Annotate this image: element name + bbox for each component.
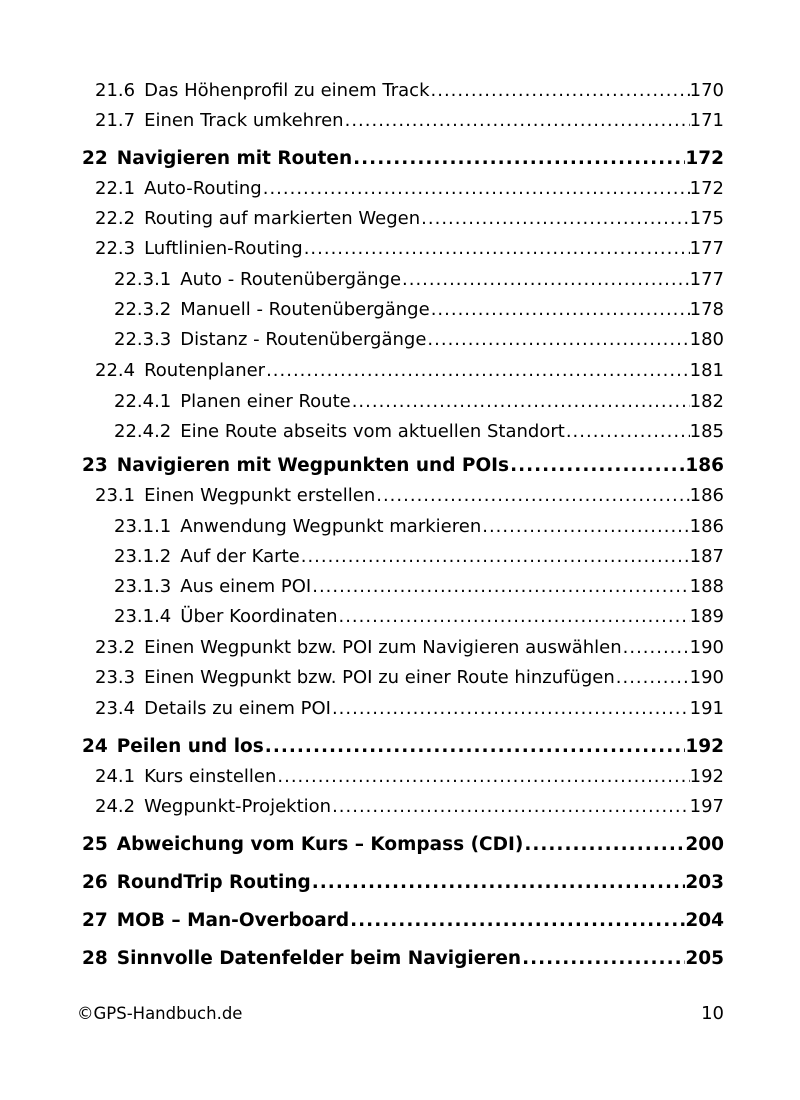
toc-title: Manuell - Routenübergänge [180, 299, 430, 320]
toc-title: Distanz - Routenübergänge [180, 329, 427, 350]
dot-leader [331, 795, 690, 819]
toc-entry[interactable] [114, 328, 724, 352]
toc-number: 23.1.1 [114, 516, 172, 537]
toc-title: Aus einem POI [180, 576, 312, 597]
toc-entry[interactable] [114, 420, 724, 444]
toc-number: 22 [82, 148, 108, 169]
toc-entry[interactable] [95, 636, 724, 660]
toc-number: 23 [82, 455, 108, 476]
toc-number: 22.4.1 [114, 391, 172, 412]
toc-number: 27 [82, 910, 108, 931]
toc-entry[interactable] [95, 207, 724, 231]
toc-title: Kurs einstellen [144, 766, 277, 787]
toc-page-number: 175 [689, 208, 724, 229]
toc-page-number: 190 [689, 637, 724, 658]
dot-leader [565, 420, 690, 444]
dot-leader [420, 207, 689, 231]
toc-entry[interactable] [95, 359, 724, 383]
footer-copyright: ©GPS-Handbuch.de [77, 1004, 243, 1023]
toc-title: Auto - Routenübergänge [180, 269, 402, 290]
toc-page-number: 186 [685, 455, 724, 476]
toc-number: 23.2 [95, 637, 136, 658]
toc-title: RoundTrip Routing [116, 872, 311, 893]
toc-number: 22.2 [95, 208, 136, 229]
toc-title: Navigieren mit Wegpunkten und POIs [116, 455, 510, 476]
toc-entry[interactable] [114, 545, 724, 569]
dot-leader [300, 545, 690, 569]
dot-leader [311, 871, 686, 895]
toc-number: 26 [82, 872, 108, 893]
toc-number: 23.1.3 [114, 576, 172, 597]
dot-leader [426, 328, 689, 352]
dot-leader [349, 909, 685, 933]
toc-number: 24 [82, 736, 108, 757]
toc-number: 21.6 [95, 80, 136, 101]
dot-leader [481, 515, 689, 539]
toc-entry[interactable] [114, 515, 724, 539]
toc-title: Planen einer Route [180, 391, 351, 412]
toc-number: 22.4.2 [114, 421, 172, 442]
toc-entry[interactable] [95, 79, 724, 103]
toc-title: Einen Track umkehren [144, 110, 344, 131]
toc-page-number: 205 [685, 948, 724, 969]
dot-leader [276, 765, 689, 789]
dot-leader [265, 359, 690, 383]
toc-page-number: 200 [685, 834, 724, 855]
toc-page-number: 181 [689, 360, 724, 381]
toc-page-number: 171 [689, 110, 724, 131]
toc-title: Routenplaner [144, 360, 266, 381]
toc-entry[interactable] [95, 237, 724, 261]
toc-page-number: 203 [685, 872, 724, 893]
dot-leader [622, 636, 690, 660]
dot-leader [311, 575, 689, 599]
dot-leader [344, 109, 690, 133]
toc-title: Eine Route abseits vom aktuellen Standort [180, 421, 565, 442]
toc-title: Sinnvolle Datenfelder beim Navigieren [116, 948, 522, 969]
toc-page-number: 170 [689, 80, 724, 101]
toc-page-number: 187 [689, 546, 724, 567]
toc-chapter[interactable] [82, 735, 724, 759]
toc-page-number: 197 [689, 796, 724, 817]
toc-entry[interactable] [114, 605, 724, 629]
toc-title: Einen Wegpunkt bzw. POI zu einer Route hinzufügen [144, 667, 615, 688]
dot-leader [523, 833, 685, 857]
toc-chapter[interactable] [82, 871, 724, 895]
toc-number: 24.2 [95, 796, 136, 817]
dot-leader [430, 298, 690, 322]
toc-chapter[interactable] [82, 833, 724, 857]
toc-entry[interactable] [114, 575, 724, 599]
toc-page-number: 172 [689, 178, 724, 199]
dot-leader [351, 390, 690, 414]
dot-leader [430, 79, 690, 103]
toc-chapter[interactable] [82, 147, 724, 171]
toc-entry[interactable] [114, 268, 724, 292]
toc-entry[interactable] [95, 697, 724, 721]
toc-chapter[interactable] [82, 909, 724, 933]
dot-leader [331, 697, 690, 721]
toc-page-number: 204 [685, 910, 724, 931]
page-number: 10 [701, 1003, 724, 1024]
toc-title: Das Höhenprofil zu einem Track [144, 80, 430, 101]
toc-entry[interactable] [95, 177, 724, 201]
toc-number: 23.4 [95, 698, 136, 719]
dot-leader [615, 666, 690, 690]
dot-leader [509, 454, 685, 478]
toc-entry[interactable] [95, 484, 724, 508]
toc-title: Auto-Routing [144, 178, 262, 199]
toc-number: 25 [82, 834, 108, 855]
toc-page-number: 186 [689, 485, 724, 506]
toc-title: Auf der Karte [180, 546, 300, 567]
dot-leader [375, 484, 689, 508]
toc-number: 24.1 [95, 766, 136, 787]
toc-number: 22.3.3 [114, 329, 172, 350]
toc-number: 23.1 [95, 485, 136, 506]
dot-leader [337, 605, 689, 629]
toc-chapter[interactable] [82, 454, 724, 478]
toc-page-number: 172 [685, 148, 724, 169]
dot-leader [264, 735, 686, 759]
toc-page-number: 186 [689, 516, 724, 537]
toc-number: 23.1.4 [114, 606, 172, 627]
toc-page-number: 180 [689, 329, 724, 350]
toc-page-number: 190 [689, 667, 724, 688]
toc-number: 23.1.2 [114, 546, 172, 567]
toc-entry[interactable] [114, 390, 724, 414]
toc-number: 21.7 [95, 110, 136, 131]
toc-title: Routing auf markierten Wegen [144, 208, 421, 229]
toc-title: Anwendung Wegpunkt markieren [180, 516, 482, 537]
toc-title: Details zu einem POI [144, 698, 331, 719]
toc-title: Navigieren mit Routen [116, 148, 353, 169]
toc-page-number: 177 [689, 238, 724, 259]
toc-entry[interactable] [114, 298, 724, 322]
toc-entry[interactable] [95, 109, 724, 133]
toc-number: 22.3 [95, 238, 136, 259]
dot-leader [401, 268, 690, 292]
dot-leader [303, 237, 690, 261]
toc-entry[interactable] [95, 795, 724, 819]
toc-title: Luftlinien-Routing [144, 238, 303, 259]
toc-title: Wegpunkt-Projektion [144, 796, 332, 817]
toc-page-number: 178 [689, 299, 724, 320]
toc-number: 23.3 [95, 667, 136, 688]
toc-entry[interactable] [95, 765, 724, 789]
dot-leader [352, 147, 685, 171]
toc-title: Über Koordinaten [180, 606, 338, 627]
toc-page-number: 182 [689, 391, 724, 412]
toc-page-number: 185 [689, 421, 724, 442]
toc-page-number: 189 [689, 606, 724, 627]
toc-page-number: 192 [689, 766, 724, 787]
toc-number: 28 [82, 948, 108, 969]
toc-title: Abweichung vom Kurs – Kompass (CDI) [116, 834, 524, 855]
dot-leader [521, 947, 685, 971]
toc-page-number: 188 [689, 576, 724, 597]
toc-title: Einen Wegpunkt erstellen [144, 485, 376, 506]
toc-page-number: 191 [689, 698, 724, 719]
toc-number: 22.3.2 [114, 299, 172, 320]
dot-leader [262, 177, 690, 201]
toc-title: MOB – Man-Overboard [116, 910, 350, 931]
toc-entry[interactable] [95, 666, 724, 690]
toc-number: 22.4 [95, 360, 136, 381]
toc-number: 22.1 [95, 178, 136, 199]
toc-title: Einen Wegpunkt bzw. POI zum Navigieren auswählen [144, 637, 622, 658]
toc-chapter[interactable] [82, 947, 724, 971]
toc-title: Peilen und los [116, 736, 264, 757]
toc-page-number: 177 [689, 269, 724, 290]
toc-number: 22.3.1 [114, 269, 172, 290]
toc-page-number: 192 [685, 736, 724, 757]
